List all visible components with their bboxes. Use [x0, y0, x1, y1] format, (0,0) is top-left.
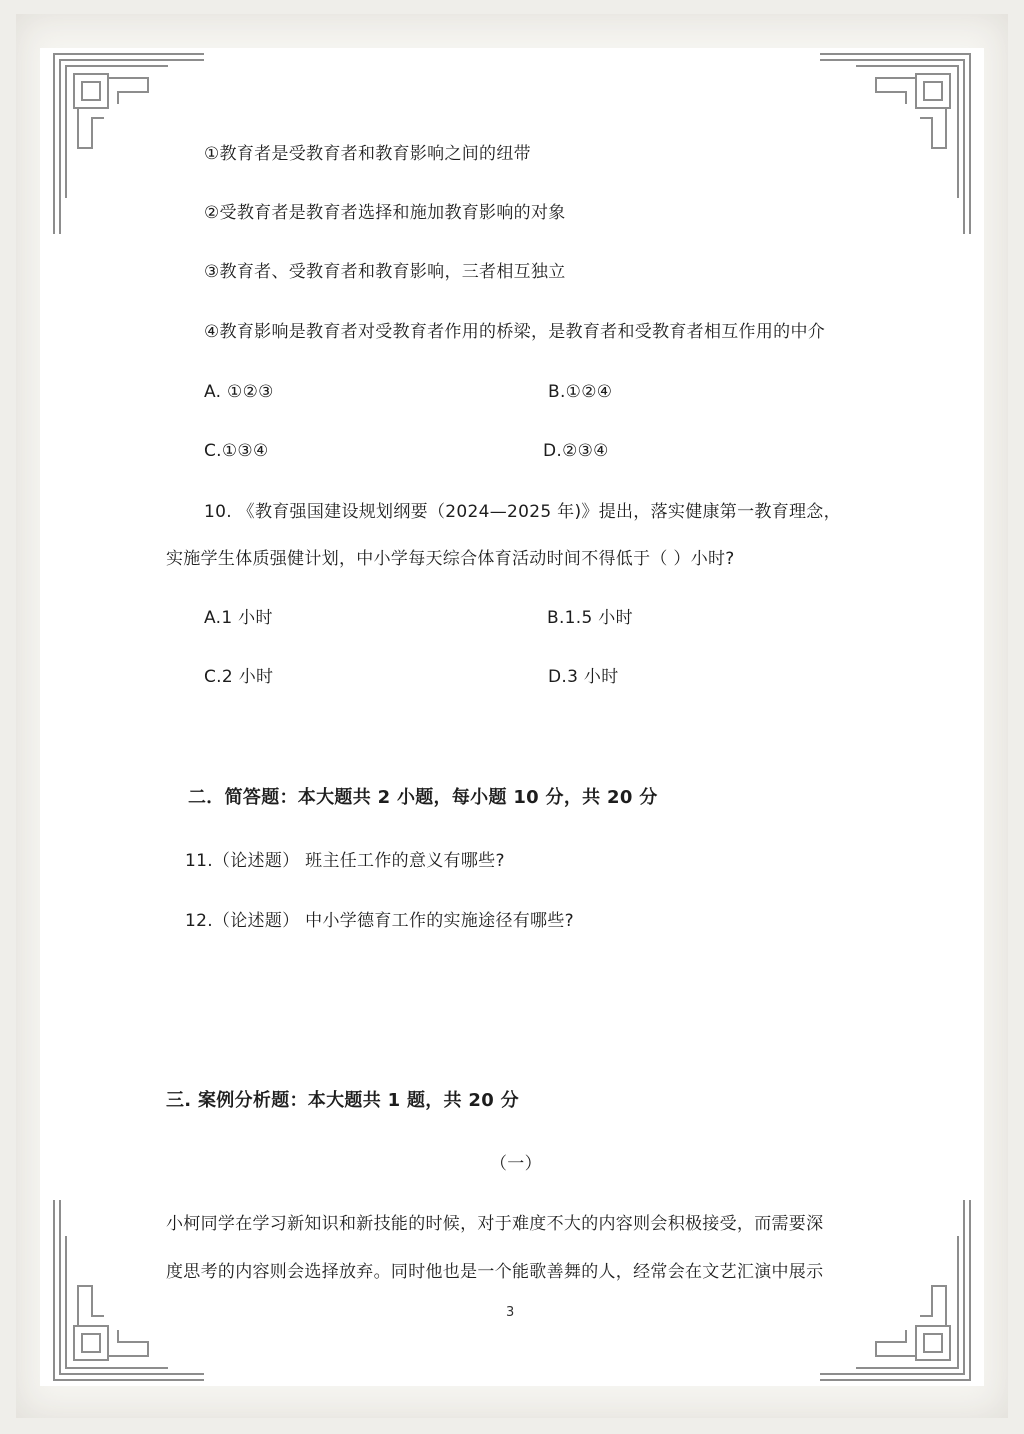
- q10-line1: 10. 《教育强国建设规划纲要（2024—2025 年)》提出，落实健康第一教育理念，: [204, 502, 841, 522]
- q10-option-d: D.3 小时: [548, 667, 619, 687]
- case-subheading: （一）: [490, 1154, 542, 1174]
- q10-option-c: C.2 小时: [204, 667, 274, 687]
- statement-4: ④教育影响是教育者对受教育者作用的桥梁，是教育者和受教育者相互作用的中介: [204, 322, 826, 342]
- q9-option-a: A. ①②③: [204, 382, 274, 402]
- section2-heading: 二．简答题：本大题共 2 小题，每小题 10 分，共 20 分: [188, 787, 658, 808]
- top-right-ornament-icon: [816, 48, 976, 238]
- bottom-right-ornament-icon: [816, 1196, 976, 1386]
- case-paragraph-line1: 小柯同学在学习新知识和新技能的时候，对于难度不大的内容则会积极接受，而需要深: [166, 1214, 824, 1234]
- q12-text: 12.（论述题） 中小学德育工作的实施途径有哪些?: [185, 911, 574, 931]
- top-left-ornament-icon: [48, 48, 208, 238]
- page-sheet: [40, 48, 984, 1386]
- q9-option-b: B.①②④: [548, 382, 613, 402]
- section3-heading: 三. 案例分析题：本大题共 1 题，共 20 分: [166, 1090, 519, 1111]
- page-number: 3: [506, 1305, 515, 1320]
- case-paragraph-line2: 度思考的内容则会选择放弃。同时他也是一个能歌善舞的人，经常会在文艺汇演中展示: [166, 1262, 824, 1282]
- q10-option-a: A.1 小时: [204, 608, 273, 628]
- statement-3: ③教育者、受教育者和教育影响，三者相互独立: [204, 262, 566, 282]
- q10-line2: 实施学生体质强健计划，中小学每天综合体育活动时间不得低于（ ）小时?: [166, 549, 735, 569]
- q9-option-d: D.②③④: [543, 441, 609, 461]
- statement-1: ①教育者是受教育者和教育影响之间的纽带: [204, 144, 531, 164]
- q11-text: 11.（论述题） 班主任工作的意义有哪些?: [185, 851, 505, 871]
- q10-option-b: B.1.5 小时: [547, 608, 633, 628]
- q9-option-c: C.①③④: [204, 441, 269, 461]
- statement-2: ②受教育者是教育者选择和施加教育影响的对象: [204, 203, 566, 223]
